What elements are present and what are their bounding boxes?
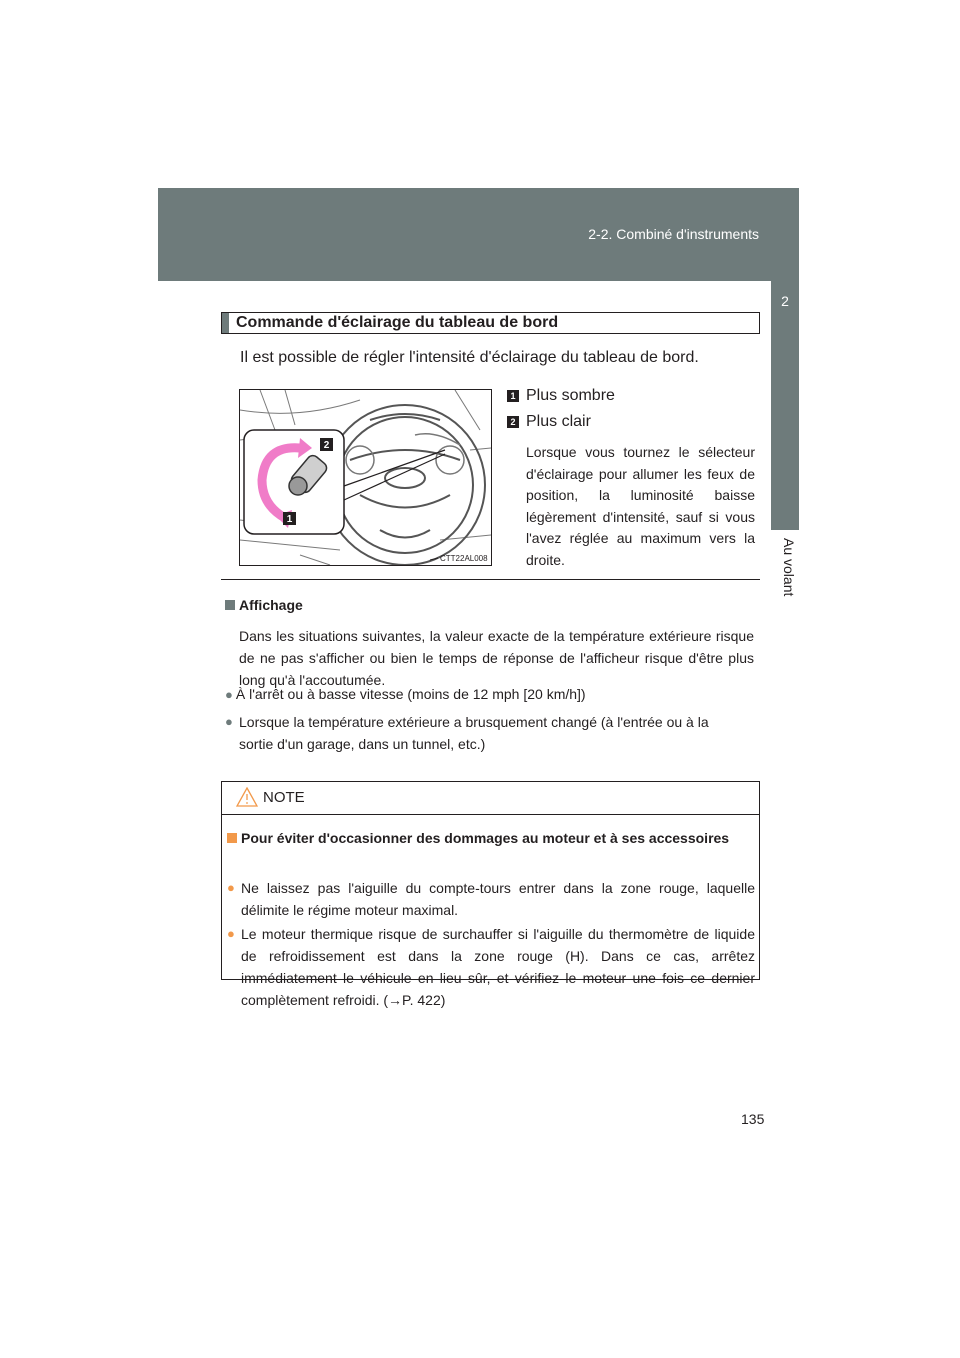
note-title-text: Pour éviter d'occasionner des dommages au moteur et à ses accessoires	[241, 830, 730, 846]
note-bullet-1-text: Ne laissez pas l'aiguille du compte-tours entrer dans la zone rouge, laquelle délimite le régime moteur maximal.	[241, 880, 755, 918]
square-bullet-icon	[227, 833, 237, 843]
chapter-tab	[771, 281, 799, 530]
section-title: Commande d'éclairage du tableau de bord	[236, 314, 559, 331]
chapter-label: Au volant	[781, 538, 797, 597]
instrument-panel-illustration	[239, 389, 492, 566]
note-bullet-1	[227, 877, 755, 921]
header-band	[158, 188, 799, 281]
affichage-title: Affichage	[239, 597, 303, 613]
note-bullet-2	[227, 923, 755, 1011]
warning-triangle-icon	[236, 787, 258, 807]
figure-code: CTT22AL008	[440, 554, 488, 563]
square-bullet-icon	[225, 600, 235, 610]
section-title-bar	[222, 313, 229, 333]
list-item-darker	[507, 387, 615, 405]
note-title	[227, 827, 755, 849]
affichage-heading	[225, 597, 303, 613]
list-label-darker: Plus sombre	[526, 387, 615, 404]
note-bullet-2-text: Le moteur thermique risque de surchauffer si l'aiguille du thermomètre de liquide de refroidissement est dans la zone rouge (H). Dans ce cas, arrêtez immédiatement le véhicule en lieu sûr, et vérifiez le moteur une fois ce dernier complètement refroidi. (→P. 422)	[241, 926, 755, 1008]
affichage-bullet-2	[225, 711, 745, 755]
explanation-text: Lorsque vous tournez le sélecteur d'éclairage pour allumer les feux de position, la luminosité baisse légèrement d'intensité, sauf si vous l'avez réglée au maximum vers la droite.	[526, 444, 755, 568]
callout-1-label: 1	[286, 514, 293, 525]
dashboard-drawing	[240, 390, 491, 565]
circle-bullet-icon: ●	[227, 926, 235, 941]
circle-bullet-icon: ●	[225, 714, 233, 729]
affichage-bullet-1-text: À l'arrêt ou à basse vitesse (moins de 12 mph [20 km/h])	[235, 686, 586, 702]
note-box	[221, 781, 760, 1008]
list-item-brighter	[507, 413, 591, 431]
header-section-title: 2-2. Combiné d'instruments	[588, 226, 759, 242]
section-intro: Il est possible de régler l'intensité d'éclairage du tableau de bord.	[240, 349, 699, 366]
callout-2-label: 2	[323, 440, 330, 451]
circle-bullet-icon: ●	[225, 687, 233, 702]
list-number-1: 1	[507, 390, 519, 402]
note-label: NOTE	[263, 789, 305, 806]
chapter-number: 2	[781, 293, 789, 309]
affichage-bullet-1	[225, 683, 755, 706]
page-number: 135	[741, 1111, 765, 1127]
affichage-bullet-2-text: Lorsque la température extérieure a brusquement changé (à l'entrée ou à la sortie d'un garage, dans un tunnel, etc.)	[239, 714, 709, 752]
section-title-box	[221, 312, 760, 334]
circle-bullet-icon: ●	[227, 880, 235, 895]
affichage-body: Dans les situations suivantes, la valeur exacte de la température extérieure risque de ne pas s'afficher ou bien le temps de réponse de l'afficheur risque d'être plus long qu'à l'accoutumée.	[239, 628, 754, 688]
section-divider	[221, 579, 760, 580]
note-header	[222, 782, 759, 815]
list-label-brighter: Plus clair	[526, 413, 591, 430]
list-number-2: 2	[507, 416, 519, 428]
